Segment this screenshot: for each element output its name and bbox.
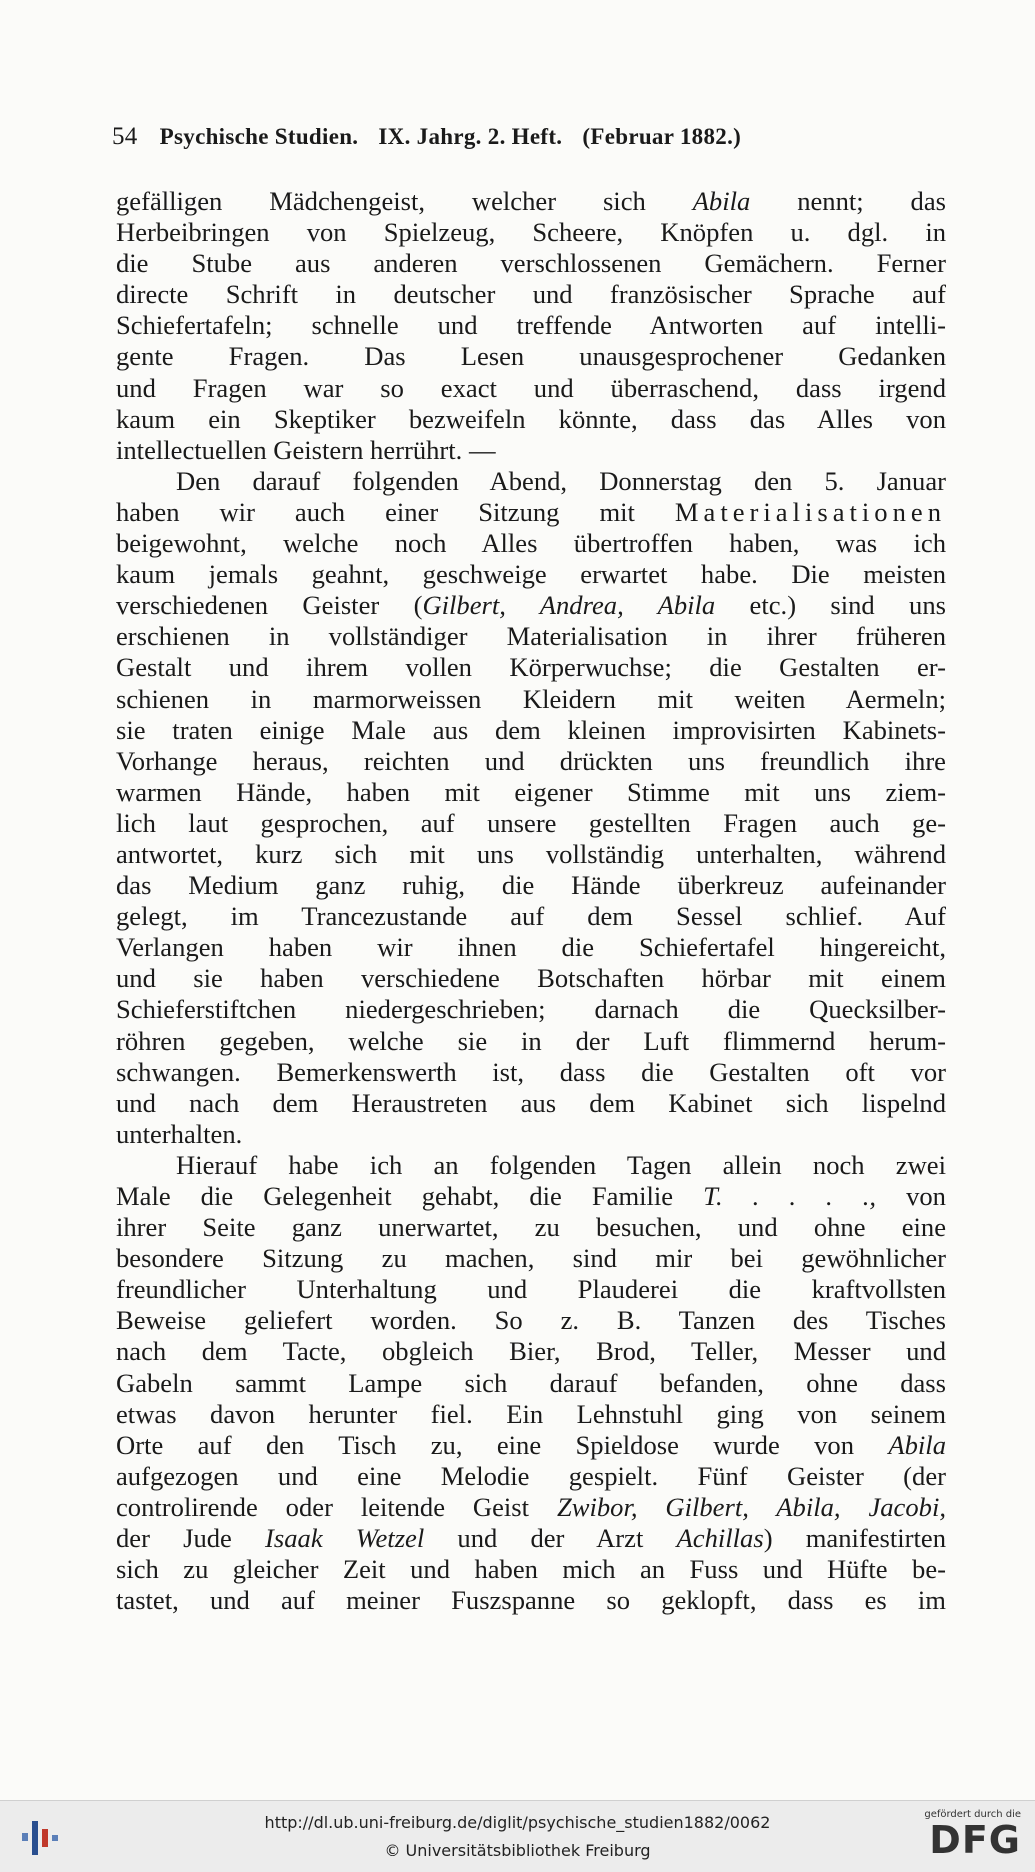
page-number: 54 — [112, 123, 138, 150]
dfg-logo — [911, 1809, 1021, 1867]
text-span: besondere Sitzung zu machen, sind mir bei gewöhnlicher — [116, 1243, 946, 1274]
text-span: beigewohnt, welche noch Alles übertroffen haben, was ich — [116, 528, 946, 559]
text-line — [116, 1368, 946, 1399]
text-line — [116, 435, 946, 466]
text-line — [116, 186, 946, 217]
text-span: warmen Hände, haben mit eigener Stimme mit uns ziem- — [116, 776, 946, 807]
text-span: controlirende oder leitende Geist — [116, 1491, 557, 1522]
text-line — [116, 1585, 946, 1616]
issue-date: (Februar 1882.) — [582, 124, 742, 149]
text-line — [116, 652, 946, 683]
text-line — [116, 1212, 946, 1243]
dfg-wordmark: DFG — [929, 1818, 1021, 1862]
text-line — [116, 1088, 946, 1119]
text-span: gefälligen Mädchengeist, welcher sich — [116, 186, 693, 216]
text-line — [116, 746, 946, 777]
text-span: Gabeln sammt Lampe sich darauf befanden, ohne dass — [116, 1367, 946, 1398]
text-span: Materialisationen — [674, 496, 946, 527]
text-line — [116, 963, 946, 994]
text-span: Hierauf habe ich an folgenden Tagen allein noch zwei — [176, 1149, 946, 1180]
text-line — [116, 528, 946, 559]
text-span: sich zu gleicher Zeit und haben mich an Fuss und Hüfte be- — [116, 1554, 946, 1585]
text-span: intellectuellen Geistern herrührt. — — [116, 434, 496, 465]
text-line — [116, 1026, 946, 1057]
text-span: Herbeibringen von Spielzeug, Scheere, Knöpfen u. dgl. in — [116, 217, 946, 248]
text-span: schienen in marmorweissen Kleidern mit weiten Aermeln; — [116, 683, 946, 714]
text-line — [116, 1243, 946, 1274]
paragraph-2 — [116, 466, 946, 1150]
text-line — [116, 279, 946, 310]
text-span: röhren gegeben, welche sie in der Luft flimmernd herum- — [116, 1025, 946, 1056]
text-span: Beweise geliefert worden. So z. B. Tanzen des Tisches — [116, 1305, 946, 1336]
text-span: und der Arzt — [424, 1523, 677, 1554]
text-span: antwortet, kurz sich mit uns vollständig unterhalten, während — [116, 838, 946, 869]
text-span: ihrer Seite ganz unerwartet, zu besuchen, und ohne eine — [116, 1212, 946, 1243]
text-line — [116, 373, 946, 404]
text-line — [116, 1554, 946, 1585]
text-span: etwas davon herunter fiel. Ein Lehnstuhl ging von seinem — [116, 1398, 946, 1429]
italic-name: Achillas — [676, 1523, 764, 1554]
text-line — [116, 559, 946, 590]
text-line — [116, 310, 946, 341]
text-line — [116, 932, 946, 963]
text-line — [116, 684, 946, 715]
text-span: Schieferstiftchen niedergeschrieben; darnach die Quecksilber- — [116, 994, 946, 1025]
text-span: Gestalt und ihrem vollen Körperwuchse; die Gestalten er- — [116, 652, 946, 683]
text-line — [116, 839, 946, 870]
text-span: die Stube aus anderen verschlossenen Gemächern. Ferner — [116, 248, 946, 279]
text-span: verschiedenen Geister ( — [116, 590, 423, 621]
italic-name: T. . . . ., — [703, 1181, 877, 1211]
text-line — [116, 1181, 946, 1212]
text-line — [116, 870, 946, 901]
journal-title: Psychische Studien. — [159, 124, 359, 149]
text-span: tastet, und auf meiner Fuszspanne so geklopft, dass es im — [116, 1585, 946, 1616]
text-span: gente Fragen. Das Lesen unausgesprochener Gedanken — [116, 341, 946, 372]
text-line — [116, 777, 946, 808]
text-span: erschienen in vollständiger Materialisation in ihrer früheren — [116, 621, 946, 652]
text-span: directe Schrift in deutscher und französischer Sprache auf — [116, 279, 946, 310]
text-line — [116, 248, 946, 279]
text-span: sie traten einige Male aus dem kleinen improvisirten Kabinets- — [116, 714, 946, 745]
text-span: Male die Gelegenheit gehabt, die Familie — [116, 1181, 704, 1211]
text-span: und Fragen war so exact und überraschend, dass irgend — [116, 372, 946, 403]
text-line — [116, 590, 946, 621]
text-span: nennt; das — [750, 186, 946, 216]
italic-name: Isaak Wetzel — [265, 1523, 425, 1554]
text-span: Vorhange heraus, reichten und drückten uns freundlich ihre — [116, 745, 946, 776]
text-line — [116, 1119, 946, 1150]
text-line — [116, 1336, 946, 1367]
viewer-footer — [0, 1800, 1035, 1872]
text-line — [116, 217, 946, 248]
text-span: kaum jemals geahnt, geschweige erwartet habe. Die meisten — [116, 559, 946, 590]
text-line — [116, 466, 946, 497]
text-span: schwangen. Bemerkenswerth ist, dass die Gestalten oft vor — [116, 1056, 946, 1087]
text-span: kaum ein Skeptiker bezweifeln könnte, dass das Alles von — [116, 403, 946, 434]
text-line — [116, 1430, 946, 1461]
text-line — [116, 1523, 946, 1554]
text-span: unterhalten. — [116, 1118, 243, 1149]
paragraph-3 — [116, 1150, 946, 1616]
text-line — [116, 715, 946, 746]
text-span: Schiefertafeln; schnelle und treffende Antworten auf intelli- — [116, 310, 946, 341]
text-span: und sie haben verschiedene Botschaften hörbar mit einem — [116, 963, 946, 994]
italic-name: Abila — [692, 186, 751, 216]
text-span: nach dem Tacte, obgleich Bier, Brod, Teller, Messer und — [116, 1336, 946, 1367]
italic-name: Abila — [888, 1429, 946, 1460]
issue-info: IX. Jahrg. 2. Heft. — [378, 124, 563, 149]
text-span: aufgezogen und eine Melodie gespielt. Fünf Geister (der — [116, 1460, 946, 1491]
text-line — [116, 1461, 946, 1492]
text-line — [116, 1305, 946, 1336]
text-line — [116, 1274, 946, 1305]
text-span: freundlicher Unterhaltung und Plauderei die kraftvollsten — [116, 1274, 946, 1305]
text-span: der Jude — [116, 1523, 266, 1554]
text-span: etc.) sind uns — [715, 590, 946, 621]
text-span: und nach dem Heraustreten aus dem Kabinet sich lispelnd — [116, 1087, 946, 1118]
text-line — [116, 808, 946, 839]
text-span: gelegt, im Trancezustande auf dem Sessel schlief. Auf — [116, 901, 946, 932]
text-line — [116, 497, 946, 528]
paragraph-1 — [116, 186, 946, 466]
text-line — [116, 621, 946, 652]
text-line — [116, 1399, 946, 1430]
body-text — [116, 186, 946, 1616]
text-line — [116, 1057, 946, 1088]
italic-name: Zwibor, Gilbert, Abila, Jacobi, — [556, 1491, 946, 1522]
text-line — [116, 404, 946, 435]
text-line — [116, 1150, 946, 1181]
source-url-link[interactable]: http://dl.ub.uni-freiburg.de/diglit/psychische_studien1882/0062 — [264, 1813, 771, 1832]
italic-name: Gilbert, Andrea, Abila — [422, 590, 716, 621]
text-line — [116, 994, 946, 1025]
copyright-notice: © Universitätsbibliothek Freiburg — [384, 1841, 651, 1860]
text-span: Den darauf folgenden Abend, Donnerstag den 5. Januar — [176, 465, 946, 496]
text-span: ) manifestirten — [763, 1523, 947, 1554]
text-span: lich laut gesprochen, auf unsere gestellten Fragen auch ge- — [116, 807, 946, 838]
text-span: haben wir auch einer Sitzung mit — [116, 496, 675, 527]
running-header — [112, 123, 912, 151]
text-span: Orte auf den Tisch zu, eine Spieldose wurde von — [116, 1429, 889, 1460]
text-line — [116, 341, 946, 372]
text-line — [116, 1492, 946, 1523]
dfg-caption: gefördert durch die — [924, 1809, 1021, 1820]
text-span: Verlangen haben wir ihnen die Schiefertafel hingereicht, — [116, 932, 946, 963]
text-span: von — [876, 1181, 946, 1211]
text-span: das Medium ganz ruhig, die Hände überkreuz aufeinander — [116, 870, 946, 901]
text-line — [116, 901, 946, 932]
